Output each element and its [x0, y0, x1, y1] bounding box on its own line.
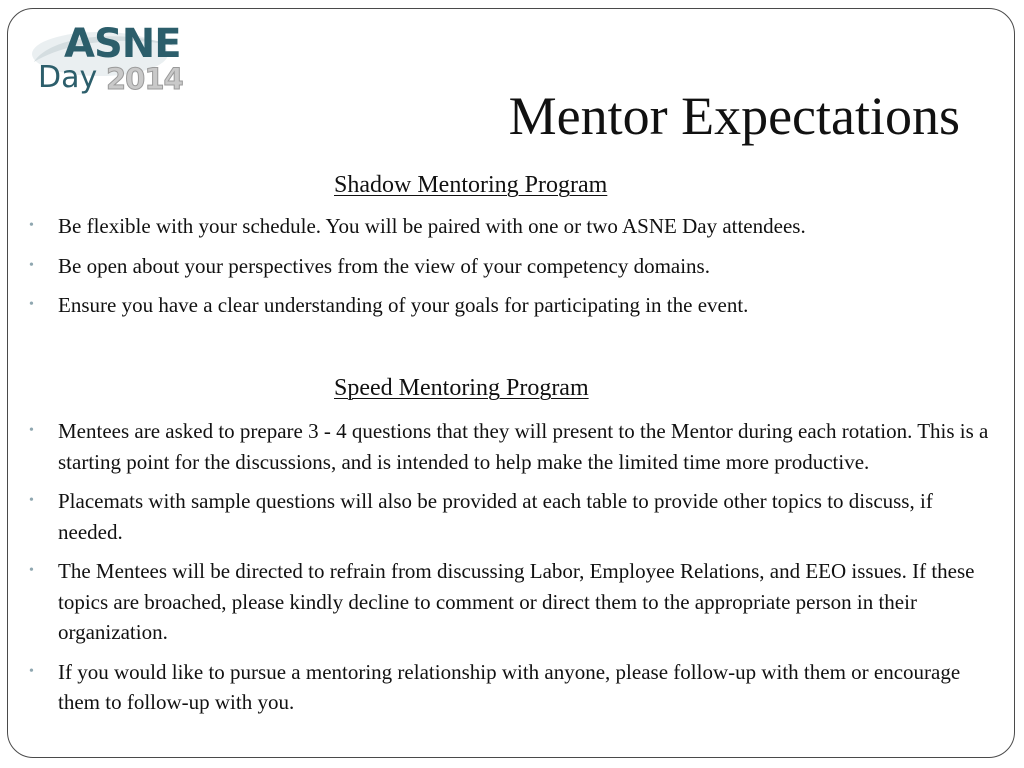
asne-day-logo — [30, 21, 183, 100]
logo-day-text: Day — [38, 60, 98, 95]
logo-year-text: 2014 — [106, 62, 183, 96]
speed-mentoring-list — [28, 416, 993, 727]
section-heading-speed-text: Speed Mentoring Program — [334, 375, 589, 401]
logo-asne-text: ASNE — [64, 21, 181, 67]
section-heading-shadow-text: Shadow Mentoring Program — [334, 172, 608, 198]
bullet-dot-icon: • — [29, 297, 34, 312]
bullet-dot-icon: • — [29, 423, 34, 438]
list-item: • Ensure you have a clear understanding of your goals for participating in the event. — [28, 290, 993, 321]
list-item: • The Mentees will be directed to refrain from discussing Labor, Employee Relations, and EEO issues. If these topics are broached, please kindly decline to comment or direct them to the appropriate person in their organization. — [28, 556, 993, 648]
page-title: Mentor Expectations — [508, 86, 960, 146]
bullet-dot-icon: • — [29, 563, 34, 578]
list-item: • Be open about your perspectives from the view of your competency domains. — [28, 251, 993, 282]
bullet-dot-icon: • — [29, 493, 34, 508]
list-item: • Placemats with sample questions will also be provided at each table to provide other topics to discuss, if needed. — [28, 486, 993, 547]
bullet-dot-icon: • — [29, 663, 34, 679]
shadow-mentoring-list — [28, 211, 993, 330]
bullet-dot-icon: • — [29, 257, 34, 273]
bullet-dot-icon: • — [29, 218, 34, 233]
list-item: • Be flexible with your schedule. You will be paired with one or two ASNE Day attendees. — [28, 211, 993, 242]
section-heading-speed-mentoring — [28, 374, 589, 402]
list-item: • If you would like to pursue a mentoring relationship with anyone, please follow-up with them or encourage them to follow-up with you. — [28, 657, 993, 718]
section-heading-shadow-mentoring — [28, 171, 607, 199]
list-item: • Mentees are asked to prepare 3 - 4 questions that they will present to the Mentor during each rotation. This is a starting point for the discussions, and is intended to help make the limited time more productive. — [28, 416, 993, 477]
